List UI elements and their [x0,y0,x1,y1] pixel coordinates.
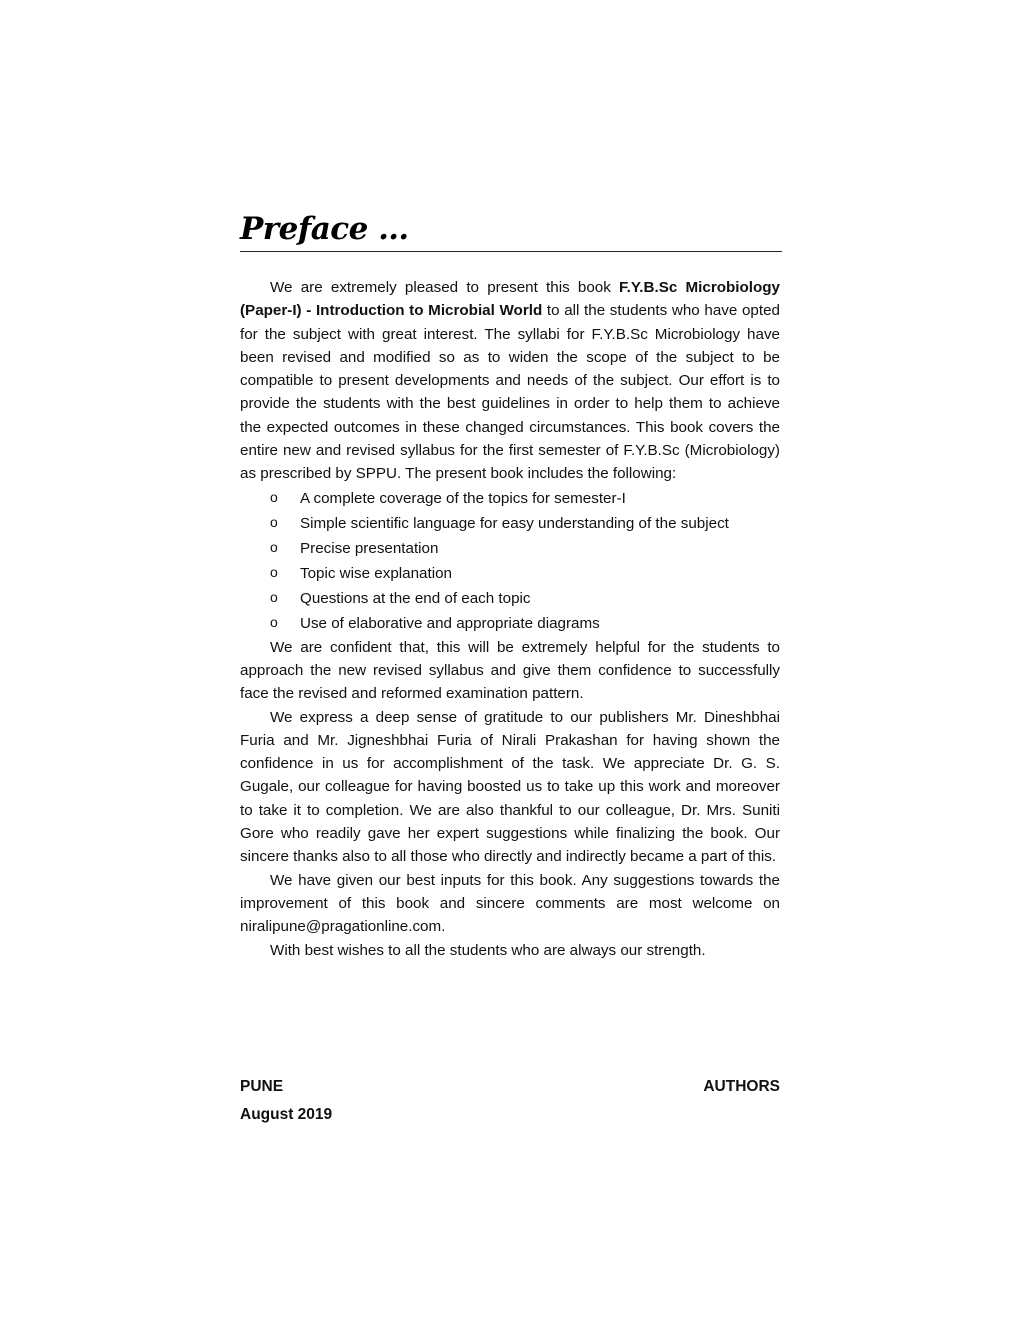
footer-date: August 2019 [240,1106,333,1123]
confidence-paragraph: We are confident that, this will be extremely helpful for the students to approach the new revised syllabus and give them confidence to successfully face the revised and reformed examination pattern. [240,638,780,703]
list-item [240,536,780,561]
preface-footer [240,1073,780,1129]
footer-row [240,1073,780,1101]
list-item [240,586,780,611]
intro-paragraph [240,276,780,486]
feature-list [240,486,780,636]
feature-text: Topic wise explanation [300,564,452,582]
bullet-icon: o [270,613,278,630]
footer-signature: AUTHORS [703,1078,780,1095]
feature-text: Precise presentation [300,539,439,557]
feature-text: Simple scientific language for easy understanding of the subject [300,514,729,532]
feature-text: A complete coverage of the topics for semester-I [300,489,626,507]
list-item [240,611,780,636]
intro-lead: We are extremely pleased to present this book [270,279,620,296]
preface-body [240,276,780,962]
preface-page [240,0,782,1320]
feature-text: Use of elaborative and appropriate diagrams [300,614,600,632]
page-title: Preface … [240,211,409,247]
list-item [240,561,780,586]
list-item [240,486,780,511]
bullet-icon: o [270,563,278,580]
intro-rest: to all the students who have opted for the subject with great interest. The syllabi for F.Y.B.Sc Microbiology have been revised and modified so as to widen the scope of the subject to be compatible to present developments and needs of the subject. Our effort is to provide the students with the best guidelines in order to help them to achieve the expected outcomes in these changed circumstances. This book covers the entire new and revised syllabus for the first semester of F.Y.B.Sc (Microbiology) as prescribed by SPPU. The present book includes the following: [240,302,780,483]
preface-heading [240,207,782,252]
list-item [240,511,780,536]
gratitude-paragraph: We express a deep sense of gratitude to our publishers Mr. Dineshbhai Furia and Mr. Jigneshbhai Furia of Nirali Prakashan for having shown the confidence in us for accomplishment of the task. We appreciate Dr. G. S. Gugale, our colleague for having boosted us to take up this work and moreover to take it to completion. We are also thankful to our colleague, Dr. Mrs. Suniti Gore who readily gave her expert suggestions while finalizing the book. Our sincere thanks also to all those who directly and indirectly became a part of this. [240,708,780,866]
bullet-icon: o [270,588,278,605]
bullet-icon: o [270,513,278,530]
suggestions-paragraph: We have given our best inputs for this book. Any suggestions towards the improvement of this book and sincere comments are most welcome on niralipune@pragationline.com. [240,871,780,936]
bullet-icon: o [270,488,278,505]
footer-place: PUNE [240,1078,284,1095]
wishes-paragraph: With best wishes to all the students who are always our strength. [270,941,706,959]
bullet-icon: o [270,538,278,555]
feature-text: Questions at the end of each topic [300,589,531,607]
book-title: F.Y.B.Sc Microbiology (Paper-I) - Introduction to Microbial World [240,279,780,320]
